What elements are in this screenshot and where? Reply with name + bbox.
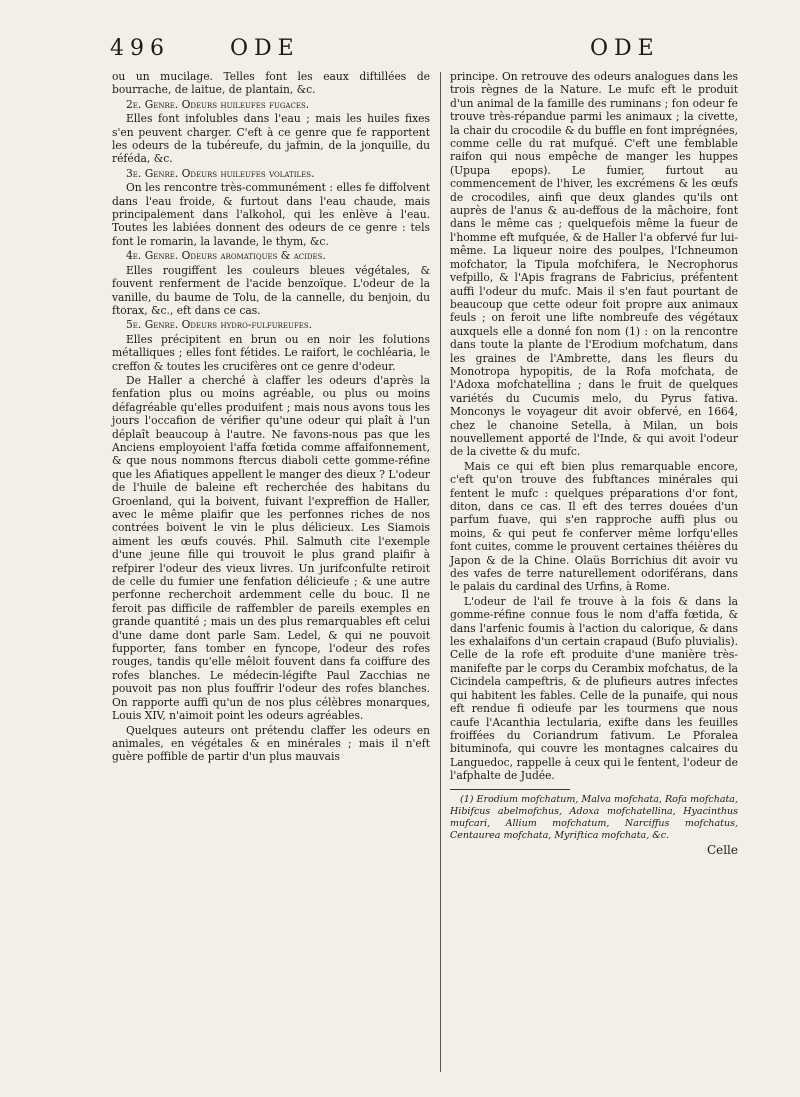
paragraph: Elles rougiffent les couleurs bleues végétales, & fouvent renferment de l'acide benzoïque. L'odeur de la vanille, du baume de Tolu, de la cannelle, du benjoin, du ftorax, &c., eft dans ce cas.	[112, 263, 430, 317]
right-column	[450, 70, 738, 857]
footnote-rule	[450, 789, 570, 790]
paragraph: ou un mucilage. Telles font les eaux diftillées de bourrache, de laitue, de plantain, &c.	[112, 70, 430, 97]
running-title-right: ODE	[590, 36, 660, 61]
genre-heading: 4e. Genre. Odeurs aromatiques & acides.	[126, 249, 326, 263]
paragraph: principe. On retrouve des odeurs analogues dans les trois règnes de la Nature. Le mufc eft le produit d'un animal de la famille des ruminans ; fon odeur fe trouve très-répandue parmi les animaux ; la civette, la chair du crocodile & du buffle en font imprégnées, comme celle du rat mufqué. C'eft une femblable raifon qui nous empêche de manger les huppes (Upupa epops). Le fumier, furtout au commencement de l'hiver, les excrémens & les œufs de crocodiles, ainfi que deux glandes qu'ils ont auprès de l'anus & au-deffous de la mâchoire, font dans le même cas ; quelquefois même la fueur de l'homme eft mufquée, & de Haller l'a obfervé fur lui-même. La liqueur noire des poulpes, l'Ichneumon mofchator, la Tipula mofchifera, le Necrophorus vefpillo, & l'Apis fragrans de Fabricius, préfentent auffi l'odeur du mufc. Mais il s'en faut pourtant de beaucoup que cette odeur foit propre aux animaux feuls ; on feroit une lifte nombreufe des végétaux auxquels elle a donné fon nom (1) : on la rencontre dans toute la plante de l'Erodium mofchatum, dans les graines de l'Ambrette, dans les fleurs du Monotropa hypopitis, de la Rofa mofchata, de l'Adoxa mofchatellina ; dans le fruit de quelques variétés du Cucumis melo, du Pyrus fativa. Monconys le voyageur dit avoir obfervé, en 1664, chez le chanoine Setella, à Milan, un bois nouvellement apporté de l'Inde, & qui avoit l'odeur de la civette & du mufc.	[450, 70, 738, 459]
paragraph: Elles font infolubles dans l'eau ; mais les huiles fixes s'en peuvent charger. C'eft à ce genre que fe rapportent les odeurs de la tubéreufe, du jafmin, de la jonquille, du réféda, &c.	[112, 112, 430, 166]
paragraph: De Haller a cherché à claffer les odeurs d'après la fenfation plus ou moins agréable, ou plus ou moins défagréable qu'elles produifent ; mais nous avons tous les jours l'occafion de vérifier qu'une odeur qui plaît à l'un déplaît beaucoup à l'autre. Ne favons-nous pas que les Anciens employoient l'affa fœtida comme affaifonnement, & que nous nommons ftercus diaboli cette gomme-réfine que les Afiatiques appellent le manger des dieux ? L'odeur de l'huile de baleine eft recherchée des habitans du Groenland, qui la boivent, fuivant l'expreffion de Haller, avec le même plaifir que les perfonnes riches de nos contrées boivent le vin le plus délicieux. Les Siamois aiment les œufs couvés. Phil. Salmuth cite l'exemple d'une jeune fille qui trouvoit le plus grand plaifir à refpirer l'odeur des vieux livres. Un jurifconfulte retiroit de celle du fumier une fenfation délicieufe ; & une autre perfonne recherchoit ardemment celle du bouc. Il ne feroit pas difficile de raffembler de pareils exemples en grande quantité ; mais un des plus remarquables eft celui d'une dame dont parle Sam. Ledel, & qui ne pouvoit fupporter, fans tomber en fyncope, l'odeur des rofes rouges, tandis qu'elle mêloit fouvent dans fa coiffure des rofes blanches. Le médecin-légifte Paul Zacchias ne pouvoit pas non plus fouffrir l'odeur des rofes blanches. On rapporte auffi qu'un de nos plus célèbres monarques, Louis XIV, n'aimoit point les odeurs agréables.	[112, 373, 430, 723]
paragraph: Quelques auteurs ont prétendu claffer les odeurs en animales, en végétales & en minérales ; mais il n'eft guère poffible de partir d'un plus mauvais	[112, 723, 430, 764]
genre-heading: 3e. Genre. Odeurs huileufes volatiles.	[126, 166, 315, 180]
footnote: (1) Erodium mofchatum, Malva mofchata, Rofa mofchata, Hibifcus abelmofchus, Adoxa mofchatellina, Hyacinthus mufcari, Allium mofchatum, Narciffus mofchatus, Centaurea mofchata, Myriftica mofchata, &c.	[450, 793, 738, 841]
running-header	[110, 36, 720, 66]
genre-heading: 2e. Genre. Odeurs huileufes fugaces.	[126, 97, 310, 111]
paragraph: L'odeur de l'ail fe trouve à la fois & dans la gomme-réfine connue fous le nom d'affa fœtida, & dans l'arfenic foumis à l'action du calorique, & dans les exhalaifons d'un certain crapaud (Bufo pluvialis). Celle de la rofe eft produite d'une manière très-manifefte par le corps du Cerambix mofchatus, de la Cicindela campeftris, & de plufieurs autres infectes qui habitent les fables. Celle de la punaife, qui nous eft rendue fi odieufe par les tourmens que nous caufe l'Acanthia lectularia, exifte dans les feuilles froiffées du Coriandrum fativum. Le Pforalea bituminofa, qui couvre les montagnes calcaires du Languedoc, rappelle à ceux qui le fentent, l'odeur de l'afphalte de Judée.	[450, 594, 738, 783]
paragraph: Mais ce qui eft bien plus remarquable encore, c'eft qu'on trouve des fubftances minérales qui fentent le mufc : quelques préparations d'or font, diton, dans ce cas. Il eft des terres douées d'un parfum fuave, qui s'en rapproche auffi plus ou moins, & qui peut fe conferver même lorfqu'elles font cuites, comme le prouvent certaines théières du Japon & de la Chine. Olaüs Borrichius dit avoir vu des vafes de terre naturellement odoriférans, dans le palais du cardinal des Urfins, à Rome.	[450, 459, 738, 594]
catchword: Celle	[706, 842, 738, 857]
left-column	[112, 70, 430, 765]
paragraph: Elles précipitent en brun ou en noir les folutions métalliques ; elles font fétides. Le raifort, le cochléaria, le creffon & toutes les crucifères ont ce genre d'odeur.	[112, 332, 430, 373]
paragraph: On les rencontre très-communément : elles fe diffolvent dans l'eau froide, & furtout dans l'eau chaude, mais principalement dans l'alkohol, qui les enlève à l'eau. Toutes les labiées donnent des odeurs de ce genre : tels font le romarin, la lavande, le thym, &c.	[112, 181, 430, 248]
page-number: 496	[110, 36, 170, 61]
running-title-left: ODE	[230, 36, 300, 61]
genre-heading: 5e. Genre. Odeurs hydro-fulfureufes.	[126, 318, 313, 332]
column-divider	[440, 72, 441, 1072]
